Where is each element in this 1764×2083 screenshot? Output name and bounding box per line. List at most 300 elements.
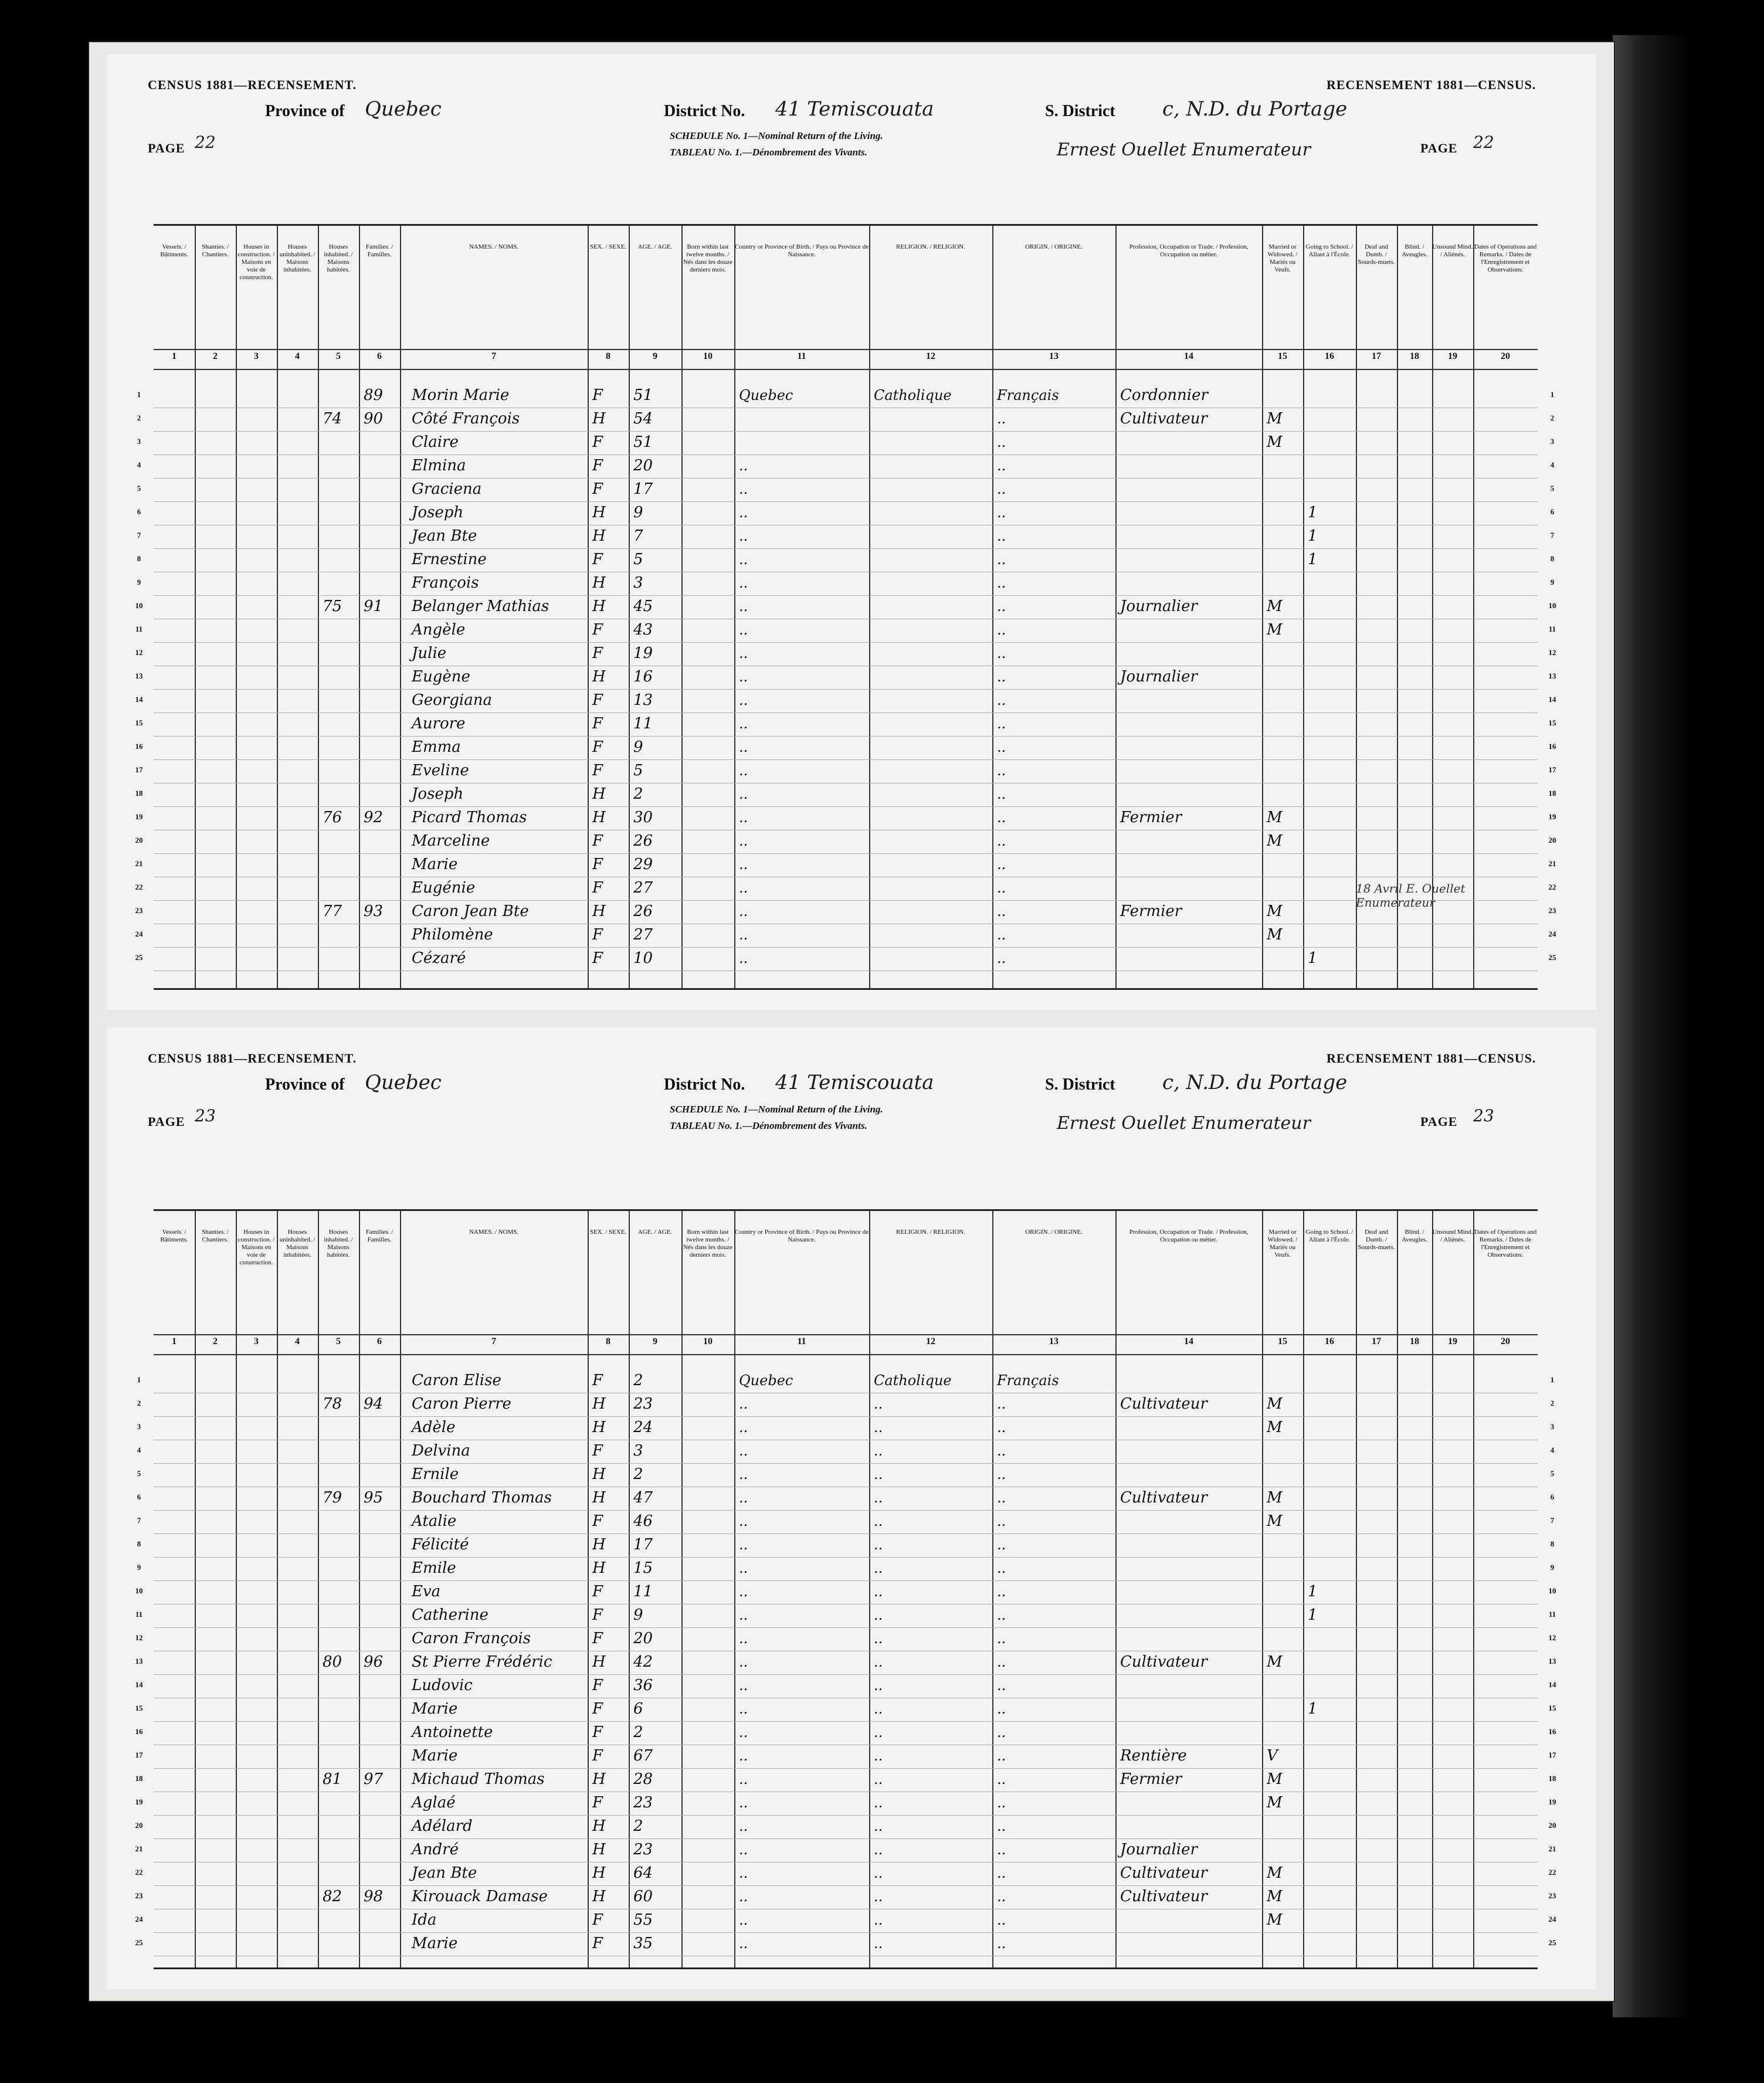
cell-married: M bbox=[1267, 1794, 1283, 1811]
column-number: 19 bbox=[1448, 1336, 1457, 1346]
cell-age: 9 bbox=[633, 1606, 643, 1624]
row-number-right: 5 bbox=[1550, 1469, 1555, 1478]
cell-name: Graciena bbox=[412, 480, 482, 498]
cell-occupation: Rentière bbox=[1120, 1747, 1187, 1765]
census-table bbox=[135, 1209, 1556, 1969]
enumerator-signature: Ernest Ouellet Enumerateur bbox=[1057, 140, 1311, 160]
column-header: NAMES. / NOMS. bbox=[469, 243, 519, 250]
row-number-left: 3 bbox=[137, 437, 141, 446]
cell-name: Marie bbox=[412, 1700, 458, 1718]
cell-religion: .. bbox=[874, 1888, 883, 1905]
cell-age: 23 bbox=[633, 1794, 653, 1811]
cell-religion: .. bbox=[874, 1513, 883, 1529]
enumerator-signature: Ernest Ouellet Enumerateur bbox=[1057, 1113, 1311, 1134]
column-number: 20 bbox=[1501, 1336, 1510, 1346]
cell-religion: .. bbox=[874, 1865, 883, 1881]
row-number-left: 7 bbox=[137, 1516, 141, 1525]
column-number: 15 bbox=[1278, 1336, 1287, 1346]
row-number-right: 8 bbox=[1550, 554, 1555, 563]
province-label: Province of bbox=[265, 102, 345, 120]
cell-age: 20 bbox=[633, 457, 653, 474]
page-number: 22 bbox=[195, 133, 216, 152]
cell-name: Eveline bbox=[412, 762, 469, 779]
cell-origin: .. bbox=[997, 504, 1006, 521]
cell-sex: F bbox=[592, 1583, 603, 1600]
row-number-left: 13 bbox=[135, 671, 143, 680]
census-sheet bbox=[107, 54, 1596, 1010]
cell-country: .. bbox=[739, 1466, 748, 1482]
cell-sex: F bbox=[592, 1911, 603, 1929]
cell-origin: .. bbox=[997, 1443, 1006, 1459]
cell-married: V bbox=[1267, 1747, 1278, 1765]
column-number: 18 bbox=[1410, 351, 1419, 361]
cell-sex: F bbox=[592, 386, 603, 404]
cell-age: 27 bbox=[633, 926, 653, 944]
column-header: Houses uninhabited. / Maisons inhabitées. bbox=[279, 1229, 316, 1258]
cell-origin: .. bbox=[997, 645, 1006, 661]
cell-age: 27 bbox=[633, 879, 653, 897]
cell-occupation: Cultivateur bbox=[1120, 1653, 1207, 1671]
row-number-right: 22 bbox=[1548, 883, 1556, 891]
column-number: 1 bbox=[172, 1336, 177, 1346]
row-number-left: 17 bbox=[135, 765, 143, 774]
cell-country: .. bbox=[739, 1513, 748, 1529]
column-number: 10 bbox=[703, 351, 713, 361]
row-number-left: 6 bbox=[137, 1492, 141, 1501]
cell-religion: .. bbox=[874, 1560, 883, 1576]
cell-sex: H bbox=[592, 1559, 606, 1577]
district-label: District No. bbox=[664, 1076, 745, 1094]
cell-origin: .. bbox=[997, 692, 1006, 708]
row-number-left: 5 bbox=[137, 484, 141, 493]
cell-occupation: Cultivateur bbox=[1120, 1489, 1207, 1507]
column-header: SEX. / SEXE. bbox=[589, 1229, 627, 1236]
cell-country: .. bbox=[739, 1841, 748, 1858]
row-number-left: 11 bbox=[135, 1610, 143, 1619]
cell-house: 80 bbox=[323, 1653, 342, 1671]
column-number: 11 bbox=[797, 1336, 806, 1346]
cell-country: .. bbox=[739, 645, 748, 661]
cell-age: 51 bbox=[633, 386, 653, 404]
row-number-right: 13 bbox=[1548, 671, 1556, 680]
cell-name: Ida bbox=[412, 1911, 437, 1929]
cell-name: Morin Marie bbox=[412, 386, 510, 404]
cell-age: 54 bbox=[633, 410, 653, 428]
cell-sex: H bbox=[592, 809, 606, 826]
cell-house: 81 bbox=[323, 1770, 342, 1788]
row-number-right: 2 bbox=[1550, 413, 1555, 422]
cell-sex: H bbox=[592, 1841, 606, 1858]
cell-school: 1 bbox=[1308, 527, 1318, 545]
row-number-right: 11 bbox=[1548, 1610, 1556, 1619]
column-number: 12 bbox=[926, 351, 935, 361]
row-number-left: 6 bbox=[137, 507, 141, 516]
row-number-left: 10 bbox=[135, 1586, 143, 1595]
cell-origin: .. bbox=[997, 856, 1006, 873]
column-header: Married or Widowed. / Mariés ou Veufs. bbox=[1267, 1229, 1298, 1258]
page-label-right: PAGE bbox=[1420, 141, 1458, 155]
row-number-right: 8 bbox=[1550, 1539, 1555, 1548]
cell-age: 2 bbox=[633, 1817, 643, 1835]
cell-house: 78 bbox=[323, 1395, 342, 1413]
cell-origin: .. bbox=[997, 551, 1006, 568]
cell-sex: F bbox=[592, 1442, 603, 1460]
cell-country: .. bbox=[739, 1771, 748, 1787]
row-number-left: 9 bbox=[137, 1563, 141, 1572]
column-number: 10 bbox=[703, 1336, 713, 1346]
row-number-left: 25 bbox=[135, 953, 143, 962]
cell-name: Emma bbox=[412, 738, 461, 756]
cell-origin: Français bbox=[997, 387, 1059, 403]
page-label: PAGE bbox=[148, 141, 185, 155]
column-header: Houses in construction. / Maisons en voie de construction. bbox=[238, 1229, 275, 1266]
row-number-left: 2 bbox=[137, 1399, 141, 1407]
schedule-french: TABLEAU No. 1.—Dénombrement des Vivants. bbox=[670, 147, 867, 158]
cell-sex: H bbox=[592, 1465, 606, 1483]
row-number-left: 20 bbox=[135, 836, 143, 844]
district-label: District No. bbox=[664, 102, 745, 120]
cell-origin: .. bbox=[997, 1466, 1006, 1482]
column-number: 12 bbox=[926, 1336, 935, 1346]
cell-sex: H bbox=[592, 1770, 606, 1788]
column-number: 2 bbox=[213, 351, 218, 361]
cell-age: 67 bbox=[633, 1747, 653, 1765]
cell-country: .. bbox=[739, 1724, 748, 1741]
cell-age: 29 bbox=[633, 856, 653, 873]
cell-name: Claire bbox=[412, 433, 459, 451]
row-rule bbox=[154, 806, 1538, 807]
cell-sex: F bbox=[592, 1606, 603, 1624]
column-header: Families. / Familles. bbox=[365, 1229, 393, 1243]
cell-country: .. bbox=[739, 692, 748, 708]
row-number-right: 1 bbox=[1550, 390, 1555, 399]
cell-religion: Catholique bbox=[874, 1372, 952, 1389]
cell-age: 55 bbox=[633, 1911, 653, 1929]
cell-school: 1 bbox=[1308, 1583, 1318, 1600]
column-header: Profession, Occupation or Trade. / Profession, Occupation ou métier. bbox=[1129, 243, 1249, 258]
cell-age: 2 bbox=[633, 1372, 643, 1389]
cell-married: M bbox=[1267, 1395, 1283, 1413]
column-number: 6 bbox=[377, 1336, 382, 1346]
page-number-right: 23 bbox=[1473, 1106, 1494, 1125]
row-number-left: 23 bbox=[135, 1891, 143, 1900]
cell-origin: .. bbox=[997, 1935, 1006, 1952]
cell-sex: H bbox=[592, 1395, 606, 1413]
cell-age: 42 bbox=[633, 1653, 653, 1671]
row-rule bbox=[154, 947, 1538, 948]
cell-married: M bbox=[1267, 832, 1283, 850]
cell-origin: .. bbox=[997, 1865, 1006, 1881]
cell-name: Jean Bte bbox=[412, 527, 477, 545]
cell-age: 26 bbox=[633, 832, 653, 850]
cell-school: 1 bbox=[1308, 1700, 1318, 1718]
cell-sex: F bbox=[592, 1747, 603, 1765]
row-rule bbox=[154, 501, 1538, 502]
column-number: 1 bbox=[172, 351, 177, 361]
column-header: Vessels. / Bâtiments. bbox=[160, 1229, 188, 1243]
row-number-right: 5 bbox=[1550, 484, 1555, 493]
cell-country: .. bbox=[739, 575, 748, 591]
row-number-left: 4 bbox=[137, 1446, 141, 1454]
cell-married: M bbox=[1267, 809, 1283, 826]
cell-sex: H bbox=[592, 574, 606, 592]
column-header: ORIGIN. / ORIGINE. bbox=[1025, 243, 1083, 250]
column-header: Blind. / Aveugles. bbox=[1402, 243, 1427, 258]
row-number-right: 25 bbox=[1548, 1938, 1556, 1947]
province-label: Province of bbox=[265, 1076, 345, 1094]
cell-name: Eugène bbox=[412, 668, 470, 686]
column-header: Vessels. / Bâtiments. bbox=[160, 243, 188, 258]
cell-name: Philomène bbox=[412, 926, 493, 944]
cell-country: .. bbox=[739, 903, 748, 920]
row-number-right: 17 bbox=[1548, 765, 1556, 774]
cell-origin: .. bbox=[997, 1888, 1006, 1905]
cell-country: .. bbox=[739, 1607, 748, 1623]
row-number-right: 7 bbox=[1550, 1516, 1555, 1525]
cell-country: .. bbox=[739, 1560, 748, 1576]
district-value: 41 Temiscouata bbox=[775, 97, 934, 121]
cell-age: 15 bbox=[633, 1559, 653, 1577]
cell-sex: F bbox=[592, 856, 603, 873]
row-number-left: 5 bbox=[137, 1469, 141, 1478]
column-number: 17 bbox=[1372, 351, 1381, 361]
cell-age: 17 bbox=[633, 480, 653, 498]
cell-name: Marie bbox=[412, 1747, 458, 1765]
row-number-right: 20 bbox=[1548, 836, 1556, 844]
cell-occupation: Fermier bbox=[1120, 903, 1182, 920]
row-number-left: 16 bbox=[135, 742, 143, 751]
cell-age: 35 bbox=[633, 1935, 653, 1952]
cell-origin: .. bbox=[997, 528, 1006, 544]
cell-name: Picard Thomas bbox=[412, 809, 527, 826]
cell-married: M bbox=[1267, 1419, 1283, 1436]
cell-house: 77 bbox=[323, 903, 342, 920]
cell-age: 43 bbox=[633, 621, 653, 639]
row-number-left: 11 bbox=[135, 625, 143, 633]
cell-school: 1 bbox=[1308, 949, 1318, 967]
cell-origin: .. bbox=[997, 1677, 1006, 1694]
row-rule bbox=[154, 853, 1538, 854]
cell-age: 11 bbox=[633, 715, 653, 732]
column-number: 9 bbox=[653, 1336, 657, 1346]
province-value: Quebec bbox=[365, 1071, 442, 1094]
row-rule bbox=[154, 1885, 1538, 1886]
cell-country: .. bbox=[739, 833, 748, 849]
row-number-right: 9 bbox=[1550, 578, 1555, 586]
cell-origin: .. bbox=[997, 622, 1006, 638]
column-header: Shanties. / Chantiers. bbox=[202, 1229, 229, 1243]
cell-country: .. bbox=[739, 1419, 748, 1436]
cell-age: 11 bbox=[633, 1583, 653, 1600]
row-number-right: 1 bbox=[1550, 1375, 1555, 1384]
cell-name: Julie bbox=[412, 644, 447, 662]
cell-name: André bbox=[412, 1841, 459, 1858]
cell-name: Delvina bbox=[412, 1442, 470, 1460]
cell-country: .. bbox=[739, 504, 748, 521]
row-number-left: 9 bbox=[137, 578, 141, 586]
cell-name: Ernestine bbox=[412, 551, 487, 568]
cell-house: 82 bbox=[323, 1888, 342, 1905]
row-number-right: 18 bbox=[1548, 1774, 1556, 1783]
cell-sex: F bbox=[592, 1700, 603, 1718]
cell-age: 9 bbox=[633, 738, 643, 756]
cell-country: .. bbox=[739, 1583, 748, 1600]
row-number-left: 1 bbox=[137, 1375, 141, 1384]
cell-name: Adèle bbox=[412, 1419, 456, 1436]
row-number-left: 3 bbox=[137, 1422, 141, 1431]
cell-name: Michaud Thomas bbox=[412, 1770, 545, 1788]
cell-sex: H bbox=[592, 668, 606, 686]
cell-occupation: Journalier bbox=[1120, 598, 1198, 615]
column-number: 14 bbox=[1184, 351, 1193, 361]
cell-sex: F bbox=[592, 1794, 603, 1811]
page-label-right: PAGE bbox=[1420, 1114, 1458, 1129]
cell-origin: .. bbox=[997, 1794, 1006, 1811]
row-number-left: 24 bbox=[135, 929, 143, 938]
row-number-left: 19 bbox=[135, 1797, 143, 1806]
cell-country: .. bbox=[739, 809, 748, 826]
cell-age: 64 bbox=[633, 1864, 653, 1882]
cell-country: .. bbox=[739, 1818, 748, 1834]
cell-name: Emile bbox=[412, 1559, 456, 1577]
row-number-right: 3 bbox=[1550, 1422, 1555, 1431]
cell-origin: .. bbox=[997, 1771, 1006, 1787]
cell-country: .. bbox=[739, 598, 748, 615]
row-rule bbox=[154, 1838, 1538, 1839]
row-number-right: 25 bbox=[1548, 953, 1556, 962]
row-rule bbox=[154, 1768, 1538, 1769]
cell-origin: .. bbox=[997, 481, 1006, 497]
sdistrict-label: S. District bbox=[1045, 102, 1115, 120]
sdistrict-value: c, N.D. du Portage bbox=[1162, 97, 1348, 121]
row-rule bbox=[154, 595, 1538, 596]
cell-sex: H bbox=[592, 1888, 606, 1905]
cell-married: M bbox=[1267, 598, 1283, 615]
cell-name: Marie bbox=[412, 1935, 458, 1952]
row-rule bbox=[154, 642, 1538, 643]
column-header: RELIGION. / RELIGION. bbox=[896, 243, 965, 250]
cell-religion: .. bbox=[874, 1630, 883, 1647]
cell-age: 6 bbox=[633, 1700, 643, 1718]
row-number-left: 23 bbox=[135, 906, 143, 915]
column-header: Deaf and Dumb. / Sourds-muets. bbox=[1358, 1229, 1395, 1251]
cell-occupation: Cultivateur bbox=[1120, 410, 1207, 428]
row-number-left: 15 bbox=[135, 718, 143, 727]
cell-age: 36 bbox=[633, 1677, 653, 1694]
row-number-right: 13 bbox=[1548, 1657, 1556, 1665]
cell-country: .. bbox=[739, 1630, 748, 1647]
cell-religion: .. bbox=[874, 1841, 883, 1858]
cell-married: M bbox=[1267, 1864, 1283, 1882]
cell-name: Caron Jean Bte bbox=[412, 903, 529, 920]
column-number: 2 bbox=[213, 1336, 218, 1346]
cell-sex: F bbox=[592, 949, 603, 967]
cell-sex: F bbox=[592, 1935, 603, 1952]
cell-name: Jean Bte bbox=[412, 1864, 477, 1882]
row-rule bbox=[154, 1932, 1538, 1933]
row-number-left: 17 bbox=[135, 1750, 143, 1759]
cell-origin: .. bbox=[997, 1560, 1006, 1576]
row-number-right: 15 bbox=[1548, 1704, 1556, 1712]
cell-sex: H bbox=[592, 410, 606, 428]
cell-name: Caron François bbox=[412, 1630, 531, 1647]
cell-age: 46 bbox=[633, 1512, 653, 1530]
cell-age: 26 bbox=[633, 903, 653, 920]
cell-age: 5 bbox=[633, 762, 643, 779]
column-header: NAMES. / NOMS. bbox=[469, 1229, 519, 1236]
row-number-right: 10 bbox=[1548, 601, 1556, 610]
cell-house: 75 bbox=[323, 598, 342, 615]
cell-country: .. bbox=[739, 1935, 748, 1952]
cell-religion: .. bbox=[874, 1466, 883, 1482]
row-number-left: 8 bbox=[137, 1539, 141, 1548]
column-number: 13 bbox=[1049, 1336, 1059, 1346]
cell-family: 89 bbox=[364, 386, 384, 404]
row-number-left: 21 bbox=[135, 1844, 143, 1853]
cell-family: 96 bbox=[364, 1653, 384, 1671]
row-rule bbox=[154, 478, 1538, 479]
row-number-right: 12 bbox=[1548, 1633, 1556, 1642]
column-header: Dates of Operations and Remarks. / Dates de l'Enregistrement et Observations. bbox=[1474, 1229, 1537, 1258]
row-number-right: 19 bbox=[1548, 1797, 1556, 1806]
row-rule bbox=[154, 1721, 1538, 1722]
column-header: Country or Province of Birth. / Pays ou Province de Naissance. bbox=[735, 1229, 869, 1243]
cell-name: Antoinette bbox=[412, 1724, 493, 1741]
row-number-right: 22 bbox=[1548, 1868, 1556, 1877]
cell-sex: H bbox=[592, 598, 606, 615]
row-number-right: 19 bbox=[1548, 812, 1556, 821]
row-number-left: 4 bbox=[137, 460, 141, 469]
row-number-left: 24 bbox=[135, 1915, 143, 1923]
cell-origin: .. bbox=[997, 809, 1006, 826]
row-rule bbox=[154, 548, 1538, 549]
cell-religion: .. bbox=[874, 1396, 883, 1412]
column-number: 8 bbox=[606, 351, 610, 361]
cell-sex: F bbox=[592, 621, 603, 639]
column-number: 5 bbox=[336, 351, 341, 361]
cell-origin: .. bbox=[997, 1654, 1006, 1670]
row-number-left: 22 bbox=[135, 883, 143, 891]
row-number-right: 24 bbox=[1548, 929, 1556, 938]
column-header: Houses inhabited. / Maisons habitées. bbox=[324, 1229, 353, 1258]
row-number-right: 20 bbox=[1548, 1821, 1556, 1830]
schedule-english: SCHEDULE No. 1—Nominal Return of the Living. bbox=[670, 130, 883, 141]
cell-country: .. bbox=[739, 528, 748, 544]
cell-married: M bbox=[1267, 410, 1283, 428]
cell-country: .. bbox=[739, 1536, 748, 1553]
cell-sex: F bbox=[592, 1724, 603, 1741]
cell-sex: F bbox=[592, 738, 603, 756]
column-number: 13 bbox=[1049, 351, 1059, 361]
cell-occupation: Cultivateur bbox=[1120, 1864, 1207, 1882]
cell-name: Joseph bbox=[412, 785, 464, 803]
cell-family: 93 bbox=[364, 903, 384, 920]
cell-name: François bbox=[412, 574, 479, 592]
row-number-left: 18 bbox=[135, 1774, 143, 1783]
sdistrict-value: c, N.D. du Portage bbox=[1162, 1071, 1348, 1094]
cell-age: 23 bbox=[633, 1841, 653, 1858]
scanner-edge bbox=[1613, 35, 1689, 2017]
row-number-right: 4 bbox=[1550, 460, 1555, 469]
census-title-left: CENSUS 1881—RECENSEMENT. bbox=[148, 1051, 357, 1066]
cell-country: .. bbox=[739, 786, 748, 802]
row-number-right: 14 bbox=[1548, 695, 1556, 704]
cell-sex: F bbox=[592, 1512, 603, 1530]
cell-age: 2 bbox=[633, 1465, 643, 1483]
cell-name: Georgiana bbox=[412, 691, 492, 709]
row-rule bbox=[154, 1580, 1538, 1581]
cell-origin: .. bbox=[997, 762, 1006, 779]
